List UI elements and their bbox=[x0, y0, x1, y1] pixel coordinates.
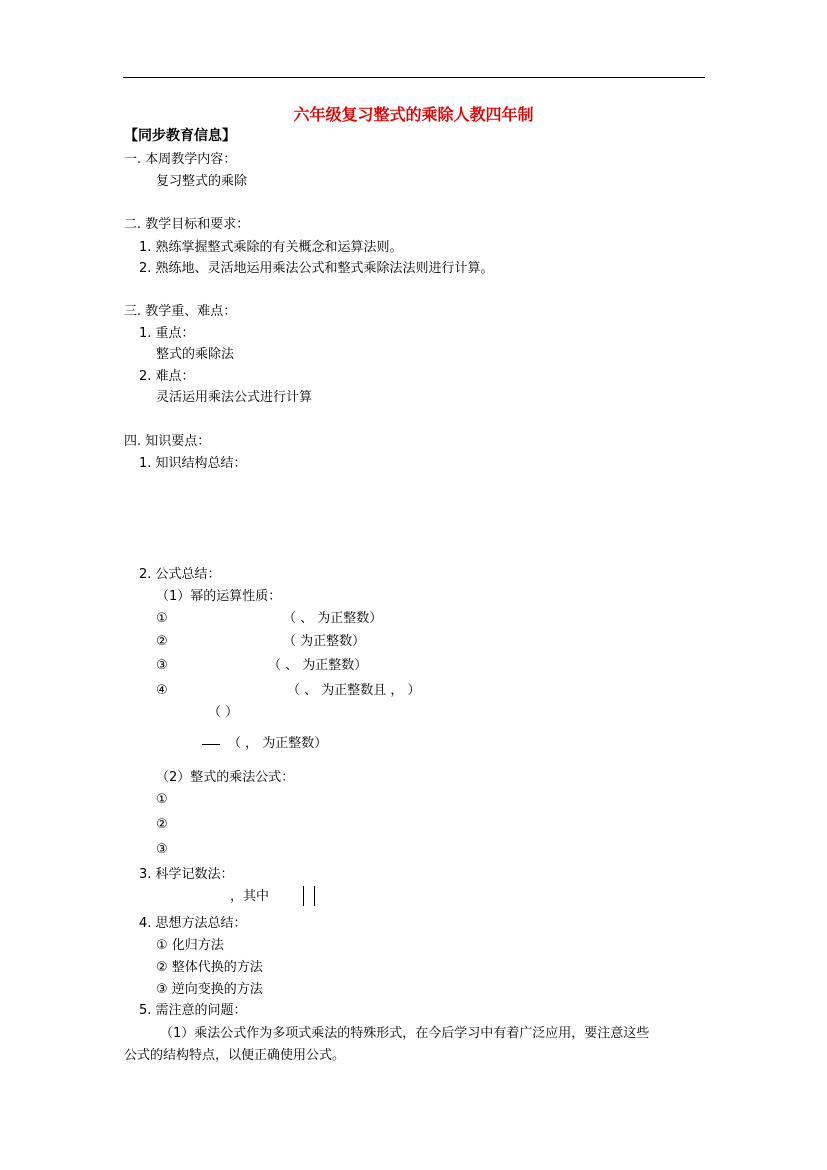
multiplication-formula-2-marker: ② bbox=[156, 817, 168, 832]
header-rule bbox=[123, 77, 705, 78]
attention-label: 5. 需注意的问题： bbox=[139, 1003, 247, 1018]
fraction-bar bbox=[202, 744, 220, 745]
attention-note-line-2: 公式的结构特点，以便正确使用公式。 bbox=[124, 1048, 346, 1063]
section-3-point-2-label: 2. 难点： bbox=[139, 369, 195, 384]
scientific-notation-text: ，其中 bbox=[230, 889, 270, 904]
methods-summary-label: 4. 思想方法总结： bbox=[139, 916, 247, 931]
power-rule-4-note-b: （ ） bbox=[208, 705, 239, 720]
document-title: 六年级复习整式的乘除人教四年制 bbox=[293, 105, 534, 124]
section-2-item-1: 1. 熟练掌握整式乘除的有关概念和运算法则。 bbox=[139, 240, 403, 255]
power-rule-4-note: （ 、 为正整数且 ， ） bbox=[287, 683, 421, 698]
formula-summary-label: 2. 公式总结： bbox=[139, 567, 221, 582]
multiplication-formula-3-marker: ③ bbox=[156, 842, 168, 857]
method-3: ③ 逆向变换的方法 bbox=[156, 982, 263, 997]
section-2-item-2: 2. 熟练地、灵活地运用乘法公式和整式乘除法法则进行计算。 bbox=[139, 261, 494, 276]
section-2-heading: 二. 教学目标和要求： bbox=[124, 217, 250, 232]
multiplication-formulas-heading: （2）整式的乘法公式： bbox=[156, 770, 295, 785]
section-1-content: 复习整式的乘除 bbox=[156, 174, 248, 189]
power-rule-3-marker: ③ bbox=[156, 658, 168, 673]
section-header: 【同步教育信息】 bbox=[124, 128, 236, 144]
power-rule-2-marker: ② bbox=[156, 634, 168, 649]
section-4-heading: 四. 知识要点： bbox=[124, 434, 211, 449]
section-1-heading: 一. 本周教学内容： bbox=[124, 152, 237, 167]
power-rule-3-note: （ 、 为正整数） bbox=[268, 658, 368, 673]
multiplication-formula-1-marker: ① bbox=[156, 792, 168, 807]
scientific-notation-label: 3. 科学记数法： bbox=[139, 867, 234, 882]
power-rules-heading: （1）幂的运算性质： bbox=[156, 589, 282, 604]
power-rule-4-note-c: （ ， 为正整数） bbox=[228, 736, 328, 751]
section-3-point-2-text: 灵活运用乘法公式进行计算 bbox=[156, 390, 313, 405]
section-3-heading: 三. 教学重、难点： bbox=[124, 304, 237, 319]
power-rule-2-note: （ 为正整数） bbox=[283, 634, 366, 649]
method-2: ② 整体代换的方法 bbox=[156, 960, 263, 975]
power-rule-1-note: （ 、 为正整数） bbox=[283, 611, 383, 626]
attention-note-line-1: （1）乘法公式作为多项式乘法的特殊形式，在今后学习中有着广泛应用，要注意这些 bbox=[160, 1026, 650, 1041]
method-1: ① 化归方法 bbox=[156, 938, 224, 953]
section-3-point-1-text: 整式的乘除法 bbox=[156, 347, 235, 362]
absolute-value-bars bbox=[303, 886, 315, 906]
knowledge-structure-label: 1. 知识结构总结： bbox=[139, 456, 247, 471]
section-3-point-1-label: 1. 重点： bbox=[139, 326, 195, 341]
power-rule-4-marker: ④ bbox=[156, 683, 168, 698]
power-rule-1-marker: ① bbox=[156, 611, 168, 626]
